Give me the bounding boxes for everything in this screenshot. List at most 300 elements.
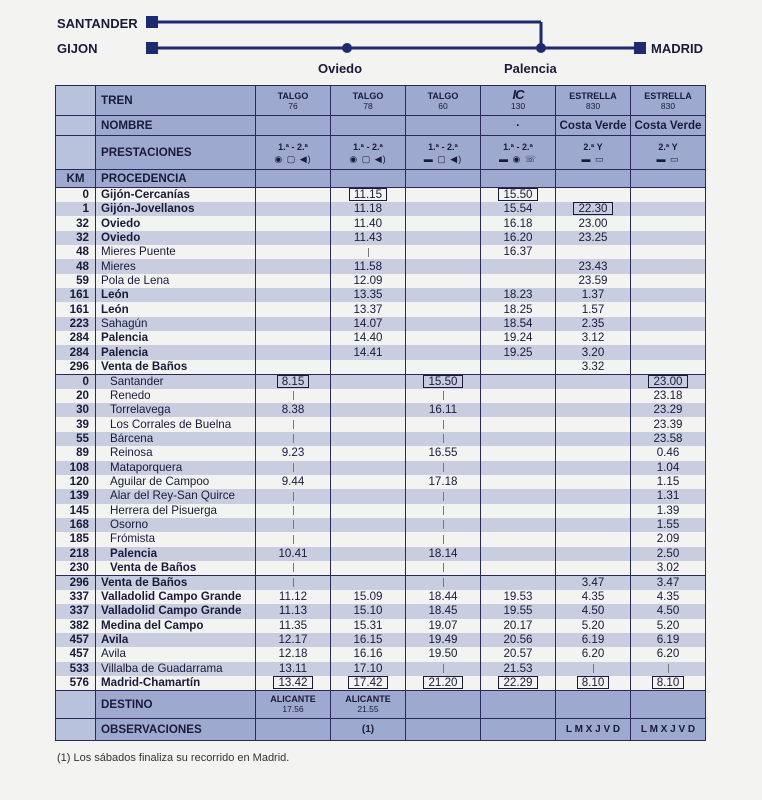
time-cell [331, 331, 406, 345]
train-1-destination [331, 690, 406, 718]
header-corner [56, 86, 96, 116]
time-cell [331, 302, 406, 316]
train-5-destination [631, 690, 706, 718]
time-cell [631, 389, 706, 403]
train-0-observations [256, 718, 331, 740]
destination-time: 21.55 [357, 704, 379, 715]
station-name: Alar del Rey-San Quirce [96, 489, 256, 503]
station-name: Valladolid Campo Grande [96, 604, 256, 618]
time-cell [481, 489, 556, 503]
departure-time: 16.37 [503, 245, 533, 259]
time-cell [631, 647, 706, 661]
train-4-header [556, 86, 631, 116]
pass-through-mark [443, 664, 444, 673]
train-2-header [406, 86, 481, 116]
km-cell: 457 [56, 647, 96, 661]
time-cell [556, 662, 631, 676]
time-cell [256, 216, 331, 230]
departure-time: 20.57 [503, 647, 533, 661]
service-icons: ▬ ◉ ☏ [498, 153, 538, 164]
departure-time: 16.11 [428, 403, 458, 417]
table-row [56, 188, 706, 203]
table-row [56, 676, 706, 691]
departure-time: 4.35 [656, 590, 680, 604]
departure-time: 14.07 [353, 316, 383, 330]
departure-time: 16.55 [428, 446, 458, 460]
departure-time: 14.40 [353, 331, 383, 345]
departure-time: 20.56 [503, 633, 533, 647]
table-row [56, 547, 706, 561]
train-5-name: Costa Verde [631, 116, 706, 136]
time-cell [331, 374, 406, 389]
departure-time: 16.16 [353, 647, 383, 661]
station-name: Renedo [96, 389, 256, 403]
time-cell [556, 188, 631, 203]
station-name: León [96, 302, 256, 316]
time-cell [631, 374, 706, 389]
time-cell [556, 216, 631, 230]
station-name: Bárcena [96, 432, 256, 446]
train-4-services [556, 136, 631, 170]
time-cell [631, 532, 706, 546]
time-cell [481, 259, 556, 273]
train-2-name [406, 116, 481, 136]
time-cell [556, 259, 631, 273]
departure-time: 8.10 [652, 676, 685, 689]
time-cell [556, 274, 631, 288]
time-cell [331, 504, 406, 518]
km-cell: 161 [56, 302, 96, 316]
km-cell: 30 [56, 403, 96, 417]
time-cell [256, 374, 331, 389]
departure-time: 4.35 [581, 590, 605, 604]
pass-through-mark [293, 563, 294, 572]
pass-through-mark [293, 535, 294, 544]
departure-time: 15.09 [353, 590, 383, 604]
table-row [56, 331, 706, 345]
station-name: Venta de Baños [96, 360, 256, 375]
table-row [56, 274, 706, 288]
time-cell [256, 561, 331, 576]
km-cell: 185 [56, 532, 96, 546]
time-cell [256, 619, 331, 633]
time-cell [406, 461, 481, 475]
time-cell [406, 561, 481, 576]
palencia-stop [536, 43, 546, 53]
train-0-proc [256, 170, 331, 188]
train-4-proc [556, 170, 631, 188]
time-cell [256, 302, 331, 316]
time-cell [631, 331, 706, 345]
departure-time: 19.24 [503, 331, 533, 345]
table-row [56, 302, 706, 316]
km-cell: 168 [56, 518, 96, 532]
departure-time: 2.35 [581, 316, 605, 330]
time-cell [481, 619, 556, 633]
time-cell [406, 647, 481, 661]
time-cell [631, 317, 706, 331]
table-row [56, 403, 706, 417]
station-name: Mataporquera [96, 461, 256, 475]
departure-time: 23.39 [653, 417, 683, 431]
map-label-palencia: Palencia [504, 61, 557, 76]
header-row-nombre [56, 116, 706, 136]
time-cell [556, 374, 631, 389]
time-cell [481, 647, 556, 661]
time-cell [556, 575, 631, 590]
footer-observaciones: OBSERVACIONES [96, 718, 256, 740]
time-cell [331, 360, 406, 375]
time-cell [631, 676, 706, 691]
time-cell [331, 317, 406, 331]
train-2-observations [406, 718, 481, 740]
departure-time: 18.45 [428, 604, 458, 618]
station-name: Reinosa [96, 446, 256, 460]
station-name: Palencia [96, 345, 256, 359]
km-cell: 20 [56, 389, 96, 403]
table-row [56, 461, 706, 475]
time-cell [481, 231, 556, 245]
time-cell [481, 331, 556, 345]
time-cell [481, 446, 556, 460]
time-cell [256, 188, 331, 203]
departure-time: 4.50 [656, 604, 680, 618]
time-cell [556, 417, 631, 431]
footer-destino: DESTINO [96, 690, 256, 718]
time-cell [331, 575, 406, 590]
departure-time: 15.31 [353, 618, 383, 632]
table-row [56, 619, 706, 633]
departure-time: 13.35 [353, 288, 383, 302]
km-cell: 120 [56, 475, 96, 489]
departure-time: 19.07 [428, 618, 458, 632]
table-row [56, 202, 706, 216]
time-cell [406, 590, 481, 604]
station-name: Venta de Baños [96, 575, 256, 590]
time-cell [406, 288, 481, 302]
time-cell [256, 202, 331, 216]
departure-time: 6.19 [581, 633, 605, 647]
time-cell [481, 216, 556, 230]
departure-time: 3.47 [656, 575, 680, 589]
header-corner [56, 116, 96, 136]
time-cell [331, 604, 406, 618]
km-cell: 284 [56, 331, 96, 345]
departure-time: 23.58 [653, 431, 683, 445]
station-name: Palencia [96, 331, 256, 345]
time-cell [556, 432, 631, 446]
time-cell [556, 317, 631, 331]
time-cell [406, 662, 481, 676]
train-0-header [256, 86, 331, 116]
pass-through-mark [293, 578, 294, 587]
departure-time: 11.40 [353, 216, 383, 230]
time-cell [406, 619, 481, 633]
time-cell [631, 575, 706, 590]
pass-through-mark [293, 434, 294, 443]
table-row [56, 518, 706, 532]
table-row [56, 504, 706, 518]
time-cell [631, 475, 706, 489]
time-cell [331, 590, 406, 604]
station-name: Avila [96, 647, 256, 661]
time-cell [256, 461, 331, 475]
time-cell [406, 417, 481, 431]
departure-time: 23.18 [653, 388, 683, 402]
timetable [55, 85, 706, 741]
time-cell [556, 547, 631, 561]
time-cell [406, 403, 481, 417]
time-cell [256, 360, 331, 375]
time-cell [481, 518, 556, 532]
table-row [56, 345, 706, 359]
time-cell [406, 302, 481, 316]
footer-corner [56, 718, 96, 740]
time-cell [481, 345, 556, 359]
train-3-services [481, 136, 556, 170]
pass-through-mark [443, 391, 444, 400]
km-cell: 32 [56, 216, 96, 230]
pass-through-mark [293, 520, 294, 529]
train-number: 130 [510, 101, 526, 111]
departure-time: 12.18 [278, 647, 308, 661]
time-cell [406, 245, 481, 259]
time-cell [406, 389, 481, 403]
time-cell [631, 518, 706, 532]
time-cell [331, 461, 406, 475]
time-cell [481, 676, 556, 691]
departure-time: 19.49 [428, 633, 458, 647]
time-cell [556, 288, 631, 302]
time-cell [331, 647, 406, 661]
time-cell [631, 662, 706, 676]
km-cell: 48 [56, 259, 96, 273]
station-name: Sahagún [96, 317, 256, 331]
table-row [56, 216, 706, 230]
time-cell [406, 331, 481, 345]
departure-time: 18.14 [428, 546, 458, 560]
train-3-destination [481, 690, 556, 718]
time-cell [331, 417, 406, 431]
departure-time: 18.25 [503, 302, 533, 316]
time-cell [331, 662, 406, 676]
departure-time: 21.20 [423, 676, 462, 689]
departure-time: 19.25 [503, 345, 533, 359]
station-name: Aguilar de Campoo [96, 475, 256, 489]
time-cell [631, 274, 706, 288]
service-class: 1.ª - 2.ª [503, 141, 533, 152]
map-label-santander: SANTANDER [57, 16, 138, 31]
departure-time: 22.30 [573, 202, 612, 215]
footnote: (1) Los sábados finaliza su recorrido en Madrid. [57, 752, 290, 764]
time-cell [481, 360, 556, 375]
station-name: Avila [96, 633, 256, 647]
table-row [56, 317, 706, 331]
departure-time: 3.47 [581, 575, 605, 589]
pass-through-mark [443, 463, 444, 472]
station-name: Herrera del Pisuerga [96, 504, 256, 518]
train-1-services [331, 136, 406, 170]
service-class: 2.ª Y [658, 141, 678, 152]
pass-through-mark [368, 248, 369, 257]
time-cell [481, 461, 556, 475]
time-cell [631, 590, 706, 604]
departure-time: 17.42 [348, 676, 387, 689]
pass-through-mark [293, 506, 294, 515]
time-cell [331, 475, 406, 489]
map-label-madrid: MADRID [651, 41, 703, 56]
time-cell [631, 245, 706, 259]
time-cell [256, 647, 331, 661]
table-row [56, 374, 706, 389]
km-cell: 284 [56, 345, 96, 359]
departure-time: 18.44 [428, 590, 458, 604]
station-name: Gijón-Cercanías [96, 188, 256, 203]
departure-time: 1.15 [656, 475, 680, 489]
station-name: Mieres [96, 259, 256, 273]
time-cell [556, 619, 631, 633]
time-cell [256, 662, 331, 676]
departure-time: 19.50 [428, 647, 458, 661]
time-cell [406, 432, 481, 446]
time-cell [406, 202, 481, 216]
station-name: Oviedo [96, 216, 256, 230]
departure-time: 23.25 [578, 230, 608, 244]
time-cell [331, 676, 406, 691]
time-cell [556, 475, 631, 489]
table-row [56, 561, 706, 576]
time-cell [256, 532, 331, 546]
time-cell [331, 274, 406, 288]
pass-through-mark [443, 578, 444, 587]
train-type: TALGO [352, 90, 384, 101]
footer-row-observaciones [56, 718, 706, 740]
time-cell [256, 446, 331, 460]
time-cell [556, 389, 631, 403]
km-cell: 0 [56, 374, 96, 389]
station-name: Medina del Campo [96, 619, 256, 633]
time-cell [556, 403, 631, 417]
time-cell [256, 489, 331, 503]
time-cell [331, 345, 406, 359]
departure-time: 13.37 [353, 302, 383, 316]
station-name: Osorno [96, 518, 256, 532]
table-row [56, 288, 706, 302]
km-cell: 382 [56, 619, 96, 633]
header-procedencia: PROCEDENCIA [96, 170, 256, 188]
table-row [56, 259, 706, 273]
departure-time: 20.17 [503, 618, 533, 632]
departure-time: 3.32 [581, 359, 605, 373]
train-4-name: Costa Verde [556, 116, 631, 136]
departure-time: 2.09 [656, 532, 680, 546]
train-number: 60 [438, 100, 448, 111]
time-cell [406, 604, 481, 618]
station-name: Gijón-Jovellanos [96, 202, 256, 216]
departure-time: 23.59 [578, 273, 608, 287]
departure-time: 16.18 [503, 216, 533, 230]
time-cell [481, 389, 556, 403]
pass-through-mark [293, 463, 294, 472]
time-cell [481, 245, 556, 259]
time-cell [631, 461, 706, 475]
time-cell [481, 504, 556, 518]
departure-time: 23.00 [648, 375, 687, 388]
departure-time: 11.15 [349, 188, 387, 201]
departure-time: 8.15 [277, 375, 310, 388]
time-cell [256, 274, 331, 288]
time-cell [256, 345, 331, 359]
train-number: 78 [363, 100, 373, 111]
table-row [56, 432, 706, 446]
time-cell [406, 518, 481, 532]
pass-through-mark [593, 664, 594, 673]
departure-time: 11.35 [278, 618, 308, 632]
time-cell [331, 389, 406, 403]
time-cell [631, 216, 706, 230]
footer-row-destino [56, 690, 706, 718]
train-2-proc [406, 170, 481, 188]
train-1-observations: (1) [331, 718, 406, 740]
train-type: ESTRELLA [644, 90, 692, 101]
time-cell [481, 432, 556, 446]
train-type: ESTRELLA [569, 90, 617, 101]
km-cell: 337 [56, 590, 96, 604]
train-3-observations [481, 718, 556, 740]
time-cell [406, 231, 481, 245]
time-cell [631, 561, 706, 576]
km-cell: 161 [56, 288, 96, 302]
time-cell [481, 547, 556, 561]
time-cell [256, 317, 331, 331]
pass-through-mark [443, 535, 444, 544]
time-cell [256, 518, 331, 532]
time-cell [556, 360, 631, 375]
km-cell: 296 [56, 360, 96, 375]
time-cell [406, 575, 481, 590]
pass-through-mark [293, 420, 294, 429]
time-cell [256, 676, 331, 691]
time-cell [481, 288, 556, 302]
service-icons: ▬ ▭ [656, 153, 680, 164]
table-row [56, 604, 706, 618]
time-cell [481, 475, 556, 489]
gijon-terminal [146, 42, 158, 54]
pass-through-mark [443, 492, 444, 501]
departure-time: 19.53 [503, 590, 533, 604]
train-3-header [481, 86, 556, 116]
train-type: TALGO [427, 90, 459, 101]
departure-time: 12.17 [278, 633, 308, 647]
time-cell [406, 274, 481, 288]
departure-time: 3.20 [581, 345, 605, 359]
train-5-observations: L M X J V D [631, 718, 706, 740]
departure-time: 8.38 [281, 403, 305, 417]
destination-name: ALICANTE [270, 694, 316, 705]
time-cell [331, 633, 406, 647]
train-3-proc [481, 170, 556, 188]
departure-time: 17.10 [353, 661, 383, 675]
pass-through-mark [668, 664, 669, 673]
time-cell [481, 633, 556, 647]
train-number: 830 [585, 100, 601, 111]
service-icons: ▬ ▢ ◀) [423, 153, 463, 164]
time-cell [556, 518, 631, 532]
time-cell [406, 676, 481, 691]
departure-time: 15.50 [498, 188, 537, 201]
pass-through-mark [293, 492, 294, 501]
station-name: Santander [96, 374, 256, 389]
